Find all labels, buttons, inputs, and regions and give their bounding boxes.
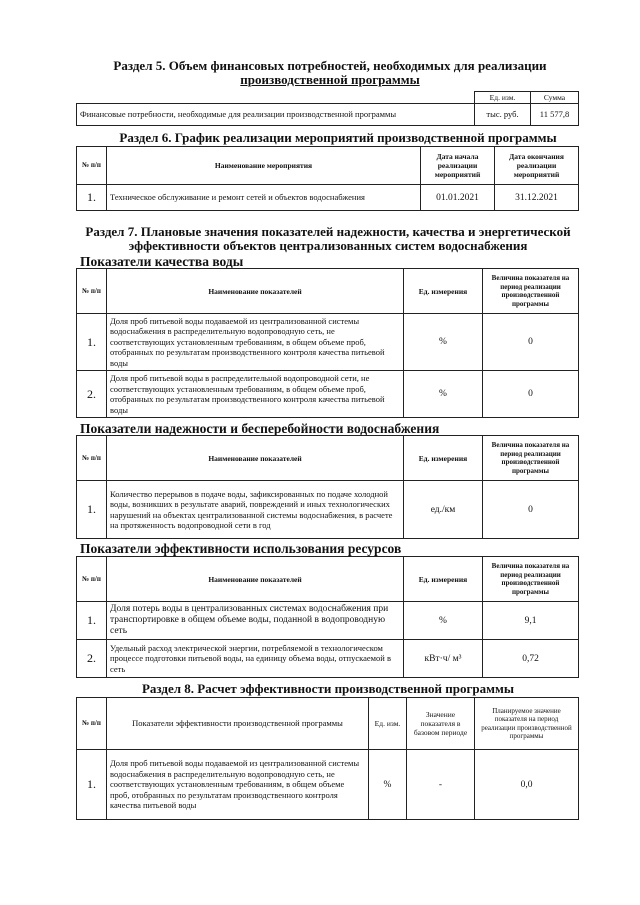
- quality-head-value: Величина показателя на период реализации производственной программы: [483, 269, 579, 314]
- section8-head-unit: Ед. изм.: [369, 698, 407, 750]
- section7-title-line2: эффективности объектов централизованных систем водоснабжения: [128, 238, 528, 253]
- section6-head-end: Дата окончания реализации мероприятий: [495, 147, 579, 185]
- section6-row-no: 1.: [77, 185, 107, 211]
- row-no: 1.: [77, 750, 107, 820]
- row-no: 1.: [77, 602, 107, 640]
- efficiency-head-value: Величина показателя на период реализации производственной программы: [483, 557, 579, 602]
- efficiency-table: [76, 556, 579, 678]
- section6-head-no: № п/п: [77, 147, 107, 185]
- row-no: 1.: [77, 481, 107, 539]
- row-value: 9,1: [483, 602, 579, 640]
- row-name: Удельный расход электрической энергии, потребляемой в технологическом процессе подготовки питьевой воды, на единицу объема воды, отпускаемой в сеть: [107, 640, 404, 678]
- reliability-head-value: Величина показателя на период реализации производственной программы: [483, 436, 579, 481]
- table-row: [77, 640, 579, 678]
- table-row: [77, 371, 579, 418]
- quality-head-name: Наименование показателей: [107, 269, 404, 314]
- section8-head-plan: Планируемое значение показателя на период реализации производственной программы: [475, 698, 579, 750]
- efficiency-head-no: № п/п: [77, 557, 107, 602]
- section6-title: Раздел 6. График реализации мероприятий производственной программы: [119, 130, 557, 145]
- reliability-title: Показатели надежности и бесперебойности водоснабжения: [80, 421, 440, 436]
- section8-head-base: Значение показателя в базовом периоде: [407, 698, 475, 750]
- reliability-head-unit: Ед. измерения: [404, 436, 483, 481]
- row-name: Доля проб питьевой воды подаваемой из централизованной системы водоснабжения в распределительную водопроводную сеть, не соответствующих установленным требованиям, в общем объеме проб, отобранных по результатам производственного контроля качества питьевой воды: [107, 750, 369, 820]
- quality-head-no: № п/п: [77, 269, 107, 314]
- section5-row-name: Финансовые потребности, необходимые для реализации производственной программы: [77, 104, 475, 126]
- efficiency-head-unit: Ед. измерения: [404, 557, 483, 602]
- row-value: 0: [483, 371, 579, 418]
- row-name: Доля потерь воды в централизованных системах водоснабжения при транспортировке в общем объеме воды, поданной в водопроводную сеть: [107, 602, 404, 640]
- row-value: 0: [483, 481, 579, 539]
- reliability-table: [76, 435, 579, 539]
- quality-title: Показатели качества воды: [80, 254, 244, 269]
- table-row: [77, 314, 579, 371]
- row-value: 0: [483, 314, 579, 371]
- quality-head-unit: Ед. измерения: [404, 269, 483, 314]
- row-name: Доля проб питьевой воды подаваемой из централизованной системы водоснабжения в распределительную водопроводную сеть, не соответствующих установленным требованиям, в общем объеме проб, отобранных по результатам производственного контроля качества питьевой воды: [107, 314, 404, 371]
- row-value: 0,72: [483, 640, 579, 678]
- row-no: 1.: [77, 314, 107, 371]
- section5-head-unit: Ед. изм.: [475, 92, 531, 104]
- section5-row-unit: тыс. руб.: [475, 104, 531, 126]
- section6-table: [76, 146, 579, 211]
- efficiency-title: Показатели эффективности использования ресурсов: [80, 541, 402, 556]
- section5-head-sum: Сумма: [531, 92, 579, 104]
- section6-row-end: 31.12.2021: [495, 185, 579, 211]
- reliability-head-no: № п/п: [77, 436, 107, 481]
- row-unit: %: [404, 371, 483, 418]
- row-no: 2.: [77, 371, 107, 418]
- row-unit: %: [404, 314, 483, 371]
- section7-title: [76, 225, 580, 253]
- quality-table: [76, 268, 579, 418]
- efficiency-head-name: Наименование показателей: [107, 557, 404, 602]
- table-row: [77, 481, 579, 539]
- reliability-head-name: Наименование показателей: [107, 436, 404, 481]
- row-unit: %: [404, 602, 483, 640]
- row-name: Количество перерывов в подаче воды, зафиксированных по подаче холодной воды, возникших в результате аварий, повреждений и иных технологических нарушений на объектах централизованной системы водоснабжения, в расчете на протяженность водопроводной сети в год: [107, 481, 404, 539]
- section6-row-start: 01.01.2021: [421, 185, 495, 211]
- section8-head-name: Показатели эффективности производственной программы: [107, 698, 369, 750]
- section5-title-line2: производственной программы: [240, 72, 420, 87]
- row-no: 2.: [77, 640, 107, 678]
- section6-head-start: Дата начала реализации мероприятий: [421, 147, 495, 185]
- section8-head-no: № п/п: [77, 698, 107, 750]
- section8-title: Раздел 8. Расчет эффективности производственной программы: [141, 681, 515, 696]
- section5-blank: [77, 92, 475, 104]
- row-plan: 0,0: [475, 750, 579, 820]
- section7-title-line1: Раздел 7. Плановые значения показателей надежности, качества и энергетической: [85, 224, 571, 239]
- section5-table: [76, 91, 579, 126]
- table-row: [77, 602, 579, 640]
- section5-row-sum: 11 577,8: [531, 104, 579, 126]
- row-name: Доля проб питьевой воды в распределительной водопроводной сети, не соответствующих установленным требованиям, в общем объеме проб, отобранных по результатам производственного контроля качества питьевой воды: [107, 371, 404, 418]
- row-unit: %: [369, 750, 407, 820]
- row-unit: ед./км: [404, 481, 483, 539]
- row-unit: кВт·ч/ м³: [404, 640, 483, 678]
- section6-head-name: Наименование мероприятия: [107, 147, 421, 185]
- section8-table: [76, 697, 579, 820]
- row-base: -: [407, 750, 475, 820]
- section5-title-line1: Раздел 5. Объем финансовых потребностей, необходимых для реализации: [113, 58, 547, 73]
- section6-row-name: Техническое обслуживание и ремонт сетей и объектов водоснабжения: [107, 185, 421, 211]
- section5-title: [90, 59, 570, 87]
- table-row: [77, 750, 579, 820]
